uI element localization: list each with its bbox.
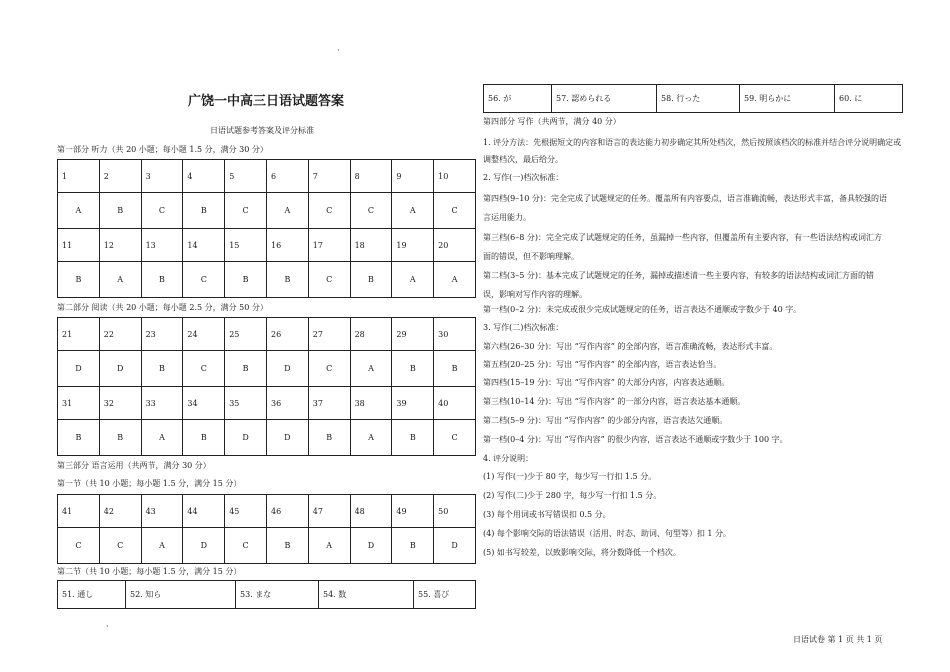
question-number-cell: 27 [308, 318, 350, 351]
answer-cell: C [141, 193, 183, 229]
answer-cell: A [58, 193, 100, 229]
writing1-grade1: 第一档(0–2 分)：未完成或很少完成试题规定的任务，语言表达不通顺或字数少于 40 字。 [483, 305, 802, 314]
question-number-cell: 6 [266, 160, 308, 193]
question-number-cell: 18 [350, 229, 392, 262]
question-number-cell: 10 [434, 160, 476, 193]
answer-cell: B [308, 420, 350, 456]
answer-cell: A [99, 262, 141, 298]
question-number-cell: 45 [225, 495, 267, 528]
question-number-cell: 38 [350, 387, 392, 420]
answer-cell: A [350, 420, 392, 456]
answer-cell: B [266, 528, 308, 564]
question-number-cell: 26 [266, 318, 308, 351]
question-number-cell: 49 [392, 495, 434, 528]
answer-cell: C [350, 193, 392, 229]
answer-cell: B [392, 420, 434, 456]
scoring-note-4: (4) 每个影响交际的语法错误（活用、时态、助词、句型等）扣 1 分。 [483, 529, 732, 538]
part3-heading: 第三部分 语言运用（共两节，满分 30 分） [57, 461, 211, 470]
answer-cell: D [434, 528, 476, 564]
answer-cell: D [266, 351, 308, 387]
page-footer: 日语试卷 第 1 页 共 1 页 [793, 635, 883, 644]
writing1-grade3: 第三档(6–8 分)：完全完成了试题规定的任务，虽漏掉一些内容，但覆盖所有主要内容，有一些语法结构或词汇方面的错误，但不影响理解。 [483, 233, 882, 261]
answer-cell: C [183, 262, 225, 298]
part1-heading: 第一部分 听力（共 20 小题；每小题 1.5 分，满分 30 分） [57, 145, 268, 154]
answer-cell: C [225, 528, 267, 564]
part1-answer-table [57, 159, 476, 298]
scoring-note-1: (1) 写作(一)少于 80 字，每少写一行扣 1.5 分。 [483, 472, 657, 481]
question-number-cell: 24 [183, 318, 225, 351]
scoring-notes-heading: 4. 评分说明： [483, 454, 534, 463]
cloze-answer-53: 53. まな [236, 581, 319, 609]
question-number-cell: 17 [308, 229, 350, 262]
scoring-note-5: (5) 如书写较差，以致影响交际，将分数降低一个档次。 [483, 548, 681, 557]
writing2-grade6: 第六档(26–30 分)：写出 “写作内容” 的全部内容，语言准确流畅，表达形式丰富。 [483, 342, 778, 351]
answer-cell: A [141, 528, 183, 564]
part3-section1-table [57, 494, 476, 564]
writing2-grade5: 第五档(20–25 分)：写出 “写作内容” 的全部内容，语言表达恰当。 [483, 360, 722, 369]
writing2-grade2: 第二档(5–9 分)：写出 “写作内容” 的少部分内容，语言表达欠通顺。 [483, 416, 728, 425]
question-number-cell: 1 [58, 160, 100, 193]
question-number-row [58, 160, 476, 193]
question-number-cell: 20 [434, 229, 476, 262]
answer-cell: B [350, 262, 392, 298]
question-number-cell: 21 [58, 318, 100, 351]
question-number-cell: 8 [350, 160, 392, 193]
answer-cell: B [225, 351, 267, 387]
answer-cell: D [350, 528, 392, 564]
question-number-cell: 29 [392, 318, 434, 351]
answer-cell: B [266, 262, 308, 298]
answer-cell: C [99, 528, 141, 564]
question-number-cell: 50 [434, 495, 476, 528]
part3-section2-table-row2 [483, 84, 903, 113]
question-number-cell: 43 [141, 495, 183, 528]
cloze-answer-52: 52. 知ら [126, 581, 236, 609]
part3-section2-heading: 第二节（共 10 小题；每小题 1.5 分，满分 15 分） [57, 567, 242, 576]
writing2-grade1: 第一档(0–4 分)：写出 “写作内容” 的很少内容，语言表达不通顺或字数少于 100 字。 [483, 435, 788, 444]
question-number-cell: 30 [434, 318, 476, 351]
answer-cell: C [308, 351, 350, 387]
part3-section2-table-row1 [57, 580, 476, 609]
header-mark: · [337, 46, 340, 55]
part3-section1-heading: 第一节（共 10 小题；每小题 1.5 分，满分 15 分） [57, 479, 242, 488]
answer-cell: C [308, 262, 350, 298]
question-number-cell: 12 [99, 229, 141, 262]
footer-mark: · [106, 622, 109, 631]
question-number-cell: 16 [266, 229, 308, 262]
question-number-cell: 28 [350, 318, 392, 351]
question-number-cell: 14 [183, 229, 225, 262]
page-title: 广饶一中高三日语试题答案 [188, 94, 345, 109]
answer-cell: B [434, 351, 476, 387]
question-number-row [58, 495, 476, 528]
question-number-row [58, 387, 476, 420]
question-number-cell: 5 [225, 160, 267, 193]
question-number-row [58, 318, 476, 351]
answer-cell: A [141, 420, 183, 456]
writing1-standard-heading: 2. 写作(一)档次标准： [483, 173, 564, 182]
answer-cell: A [350, 351, 392, 387]
question-number-cell: 47 [308, 495, 350, 528]
answer-row [58, 193, 476, 229]
answer-cell: B [99, 420, 141, 456]
question-number-cell: 31 [58, 387, 100, 420]
question-number-cell: 48 [350, 495, 392, 528]
writing2-standard-heading: 3. 写作(二)档次标准： [483, 323, 564, 332]
question-number-cell: 23 [141, 318, 183, 351]
answer-cell: B [183, 193, 225, 229]
writing1-grade4: 第四档(9–10 分)：完全完成了试题规定的任务。覆盖所有内容要点，语言准确流畅，表达形式丰富，备具较强的语言运用能力。 [483, 194, 888, 222]
cloze-answer-56: 56. が [484, 85, 552, 113]
answer-cell: B [58, 420, 100, 456]
question-number-cell: 2 [99, 160, 141, 193]
cloze-answer-59: 59. 明らかに [740, 85, 835, 113]
answer-cell: D [266, 420, 308, 456]
question-number-cell: 42 [99, 495, 141, 528]
answer-cell: D [58, 351, 100, 387]
cloze-answer-54: 54. 数 [319, 581, 414, 609]
answer-cell: C [434, 193, 476, 229]
question-number-row [58, 229, 476, 262]
answer-cell: C [434, 420, 476, 456]
question-number-cell: 46 [266, 495, 308, 528]
answer-cell: D [183, 528, 225, 564]
question-number-cell: 25 [225, 318, 267, 351]
question-number-cell: 19 [392, 229, 434, 262]
question-number-cell: 37 [308, 387, 350, 420]
cloze-answer-51: 51. 通し [58, 581, 126, 609]
writing1-grade2: 第二档(3–5 分)：基本完成了试题规定的任务，漏掉或描述清一些主要内容，有较多的语法结构或词汇方面的错误，影响对写作内容的理解。 [483, 271, 874, 299]
question-number-cell: 15 [225, 229, 267, 262]
question-number-cell: 4 [183, 160, 225, 193]
part2-heading: 第二部分 阅读（共 20 小题；每小题 2.5 分，满分 50 分） [57, 303, 268, 312]
scoring-method: 1. 评分方法：先根据短文的内容和语言的表达能力初步确定其所处档次，然后按照该档次的标准并结合评分说明确定或调整档次，最后给分。 [483, 138, 902, 164]
answer-cell: B [392, 351, 434, 387]
answer-row [58, 528, 476, 564]
answer-cell: A [308, 528, 350, 564]
question-number-cell: 41 [58, 495, 100, 528]
writing2-grade4: 第四档(15–19 分)：写出 “写作内容” 的大部分内容，内容表达通顺。 [483, 378, 730, 387]
question-number-cell: 33 [141, 387, 183, 420]
answer-cell: A [266, 193, 308, 229]
answer-cell: D [225, 420, 267, 456]
answer-cell: B [225, 262, 267, 298]
answer-cell: B [392, 528, 434, 564]
part4-heading: 第四部分 写作（共两节，满分 40 分） [483, 117, 621, 126]
scoring-note-3: (3) 每个用词或书写错误扣 0.5 分。 [483, 510, 611, 519]
answer-cell: C [183, 351, 225, 387]
answer-cell: A [434, 262, 476, 298]
answer-cell: A [392, 262, 434, 298]
answer-cell: B [141, 351, 183, 387]
question-number-cell: 44 [183, 495, 225, 528]
page-subtitle: 日语试题参考答案及评分标准 [210, 126, 314, 135]
question-number-cell: 32 [99, 387, 141, 420]
question-number-cell: 9 [392, 160, 434, 193]
cloze-answer-58: 58. 行った [657, 85, 740, 113]
answer-cell: C [308, 193, 350, 229]
part2-answer-table [57, 317, 476, 456]
question-number-cell: 40 [434, 387, 476, 420]
cloze-answer-60: 60. に [835, 85, 903, 113]
question-number-cell: 13 [141, 229, 183, 262]
answer-cell: A [392, 193, 434, 229]
answer-cell: D [99, 351, 141, 387]
cloze-answer-55: 55. 喜び [414, 581, 476, 609]
question-number-cell: 34 [183, 387, 225, 420]
question-number-cell: 39 [392, 387, 434, 420]
answer-row [58, 351, 476, 387]
answer-cell: C [225, 193, 267, 229]
question-number-cell: 11 [58, 229, 100, 262]
answer-cell: B [183, 420, 225, 456]
answer-row [58, 420, 476, 456]
answer-cell: B [141, 262, 183, 298]
question-number-cell: 22 [99, 318, 141, 351]
answer-cell: B [58, 262, 100, 298]
answer-row [58, 262, 476, 298]
answer-cell: B [99, 193, 141, 229]
cloze-answer-57: 57. 認められる [552, 85, 657, 113]
question-number-cell: 7 [308, 160, 350, 193]
question-number-cell: 36 [266, 387, 308, 420]
question-number-cell: 35 [225, 387, 267, 420]
answer-cell: C [58, 528, 100, 564]
scoring-note-2: (2) 写作(二)少于 280 字，每少写一行扣 1.5 分。 [483, 491, 662, 500]
writing2-grade3: 第三档(10–14 分)：写出 “写作内容” 的一部分内容，语言表达基本通顺。 [483, 397, 746, 406]
question-number-cell: 3 [141, 160, 183, 193]
